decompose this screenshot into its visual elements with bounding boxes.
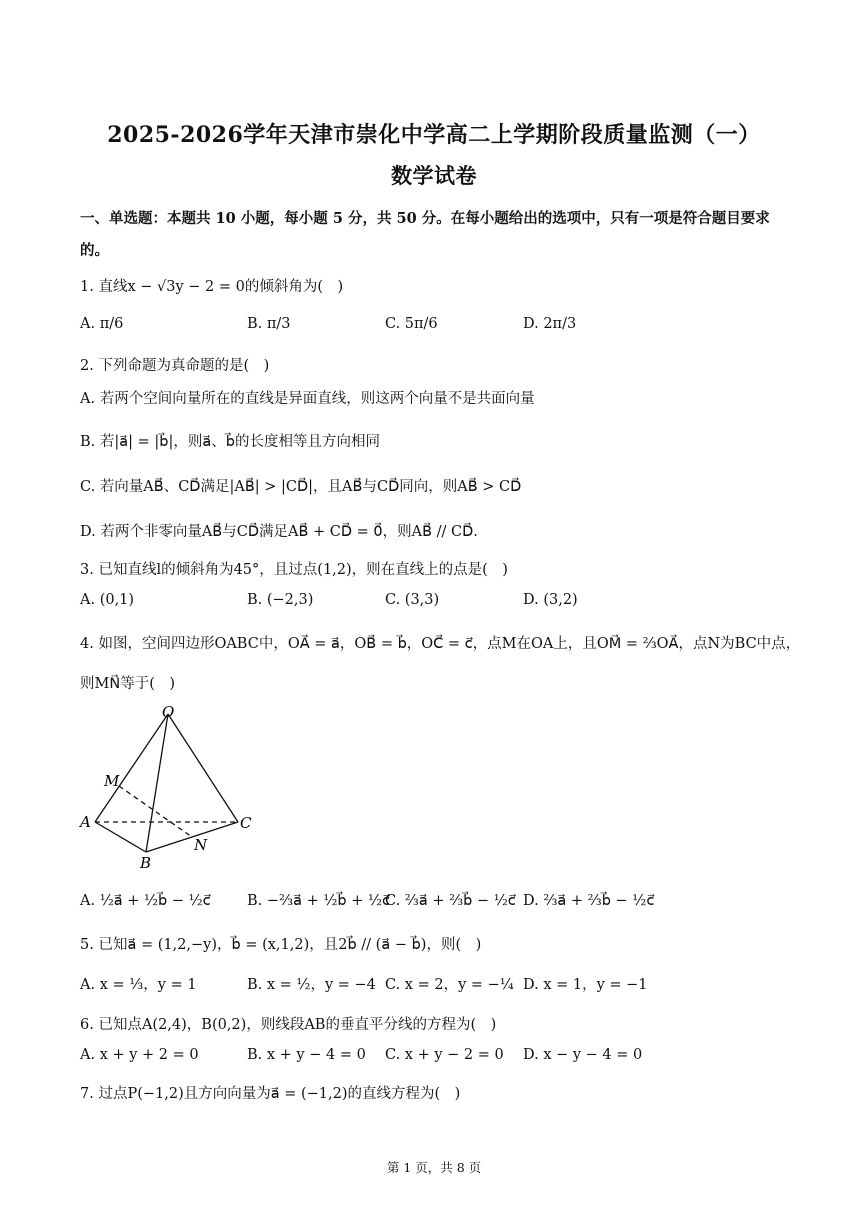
question-3-option-a: A. (0,1) xyxy=(80,592,135,608)
label-m: M xyxy=(104,772,120,790)
question-5-option-c: C. x = 2，y = −¼ xyxy=(385,977,514,993)
edge-oa xyxy=(95,714,168,822)
edge-oc xyxy=(168,714,238,822)
question-6-option-a: A. x + y + 2 = 0 xyxy=(80,1047,199,1063)
label-n: N xyxy=(194,836,208,854)
question-5-option-d: D. x = 1，y = −1 xyxy=(523,977,648,993)
question-2-option-b: B. 若|a⃗| = |b⃗|，则a⃗、b⃗的长度相等且方向相同 xyxy=(80,434,380,450)
question-3-option-b: B. (−2,3) xyxy=(247,592,314,608)
label-o: O xyxy=(162,703,175,721)
question-5-stem: 5. 已知a⃗ = (1,2,−y)，b⃗ = (x,1,2)，且2b⃗ // (a⃗ − b⃗)，则( ) xyxy=(80,937,482,953)
tetrahedron-figure xyxy=(72,700,272,875)
question-1-option-a: A. π/6 xyxy=(80,316,124,332)
question-1-option-b: B. π/3 xyxy=(247,316,291,332)
page-number: 第 1 页，共 8 页 xyxy=(386,1160,482,1175)
question-4-option-a: A. ½a⃗ + ½b⃗ − ½c⃗ xyxy=(80,893,211,909)
question-4-option-b: B. −⅔a⃗ + ½b⃗ + ½c⃗ xyxy=(247,893,390,909)
question-4-stem-cont: 则MN⃗等于( ) xyxy=(80,676,176,692)
label-a: A xyxy=(80,813,91,831)
question-4-stem: 4. 如图，空间四边形OABC中，OA⃗ = a⃗，OB⃗ = b⃗，OC⃗ = c⃗，点M在OA上，且OM⃗ = ⅔OA⃗，点N为BC中点， xyxy=(80,636,801,652)
label-b: B xyxy=(140,854,152,872)
edge-bc xyxy=(146,822,238,852)
question-1-option-d: D. 2π/3 xyxy=(523,316,577,332)
question-2-option-d: D. 若两个非零向量AB⃗与CD⃗满足AB⃗ + CD⃗ = 0⃗，则AB⃗ // CD⃗. xyxy=(80,524,478,540)
question-1-option-c: C. 5π/6 xyxy=(385,316,438,332)
section-heading: 一、单选题：本题共 10 小题，每小题 5 分，共 50 分。在每小题给出的选项中，只有一项是符合题目要求 xyxy=(80,210,770,227)
question-4-option-d: D. ⅔a⃗ + ⅔b⃗ − ½c⃗ xyxy=(523,893,655,909)
edge-ab xyxy=(95,822,146,852)
label-c: C xyxy=(240,814,252,832)
question-2-option-c: C. 若向量AB⃗、CD⃗满足|AB⃗| > |CD⃗|，且AB⃗与CD⃗同向，则AB⃗ > CD⃗ xyxy=(80,479,522,495)
exam-title: 2025-2026学年天津市崇化中学高二上学期阶段质量监测（一） xyxy=(107,122,761,148)
question-6-option-b: B. x + y − 4 = 0 xyxy=(247,1047,366,1063)
question-5-option-a: A. x = ⅓，y = 1 xyxy=(80,977,197,993)
question-5-option-b: B. x = ½，y = −4 xyxy=(247,977,376,993)
question-7-stem: 7. 过点P(−1,2)且方向向量为a⃗ = (−1,2)的直线方程为( ) xyxy=(80,1086,461,1102)
question-6-option-d: D. x − y − 4 = 0 xyxy=(523,1047,643,1063)
question-4-option-c: C. ⅔a⃗ + ⅔b⃗ − ½c⃗ xyxy=(385,893,516,909)
edge-ob xyxy=(146,714,168,852)
question-1-stem: 1. 直线x − √3y − 2 = 0的倾斜角为( ) xyxy=(80,279,344,295)
question-3-option-c: C. (3,3) xyxy=(385,592,440,608)
question-3-option-d: D. (3,2) xyxy=(523,592,578,608)
exam-subtitle: 数学试卷 xyxy=(391,163,477,188)
question-2-option-a: A. 若两个空间向量所在的直线是异面直线，则这两个向量不是共面向量 xyxy=(80,391,535,407)
section-heading-cont: 的。 xyxy=(80,242,109,259)
question-3-stem: 3. 已知直线l的倾斜角为45°，且过点(1,2)，则在直线上的点是( ) xyxy=(80,562,508,578)
question-2-stem: 2. 下列命题为真命题的是( ) xyxy=(80,358,270,374)
question-6-option-c: C. x + y − 2 = 0 xyxy=(385,1047,504,1063)
question-6-stem: 6. 已知点A(2,4)，B(0,2)，则线段AB的垂直平分线的方程为( ) xyxy=(80,1017,497,1033)
